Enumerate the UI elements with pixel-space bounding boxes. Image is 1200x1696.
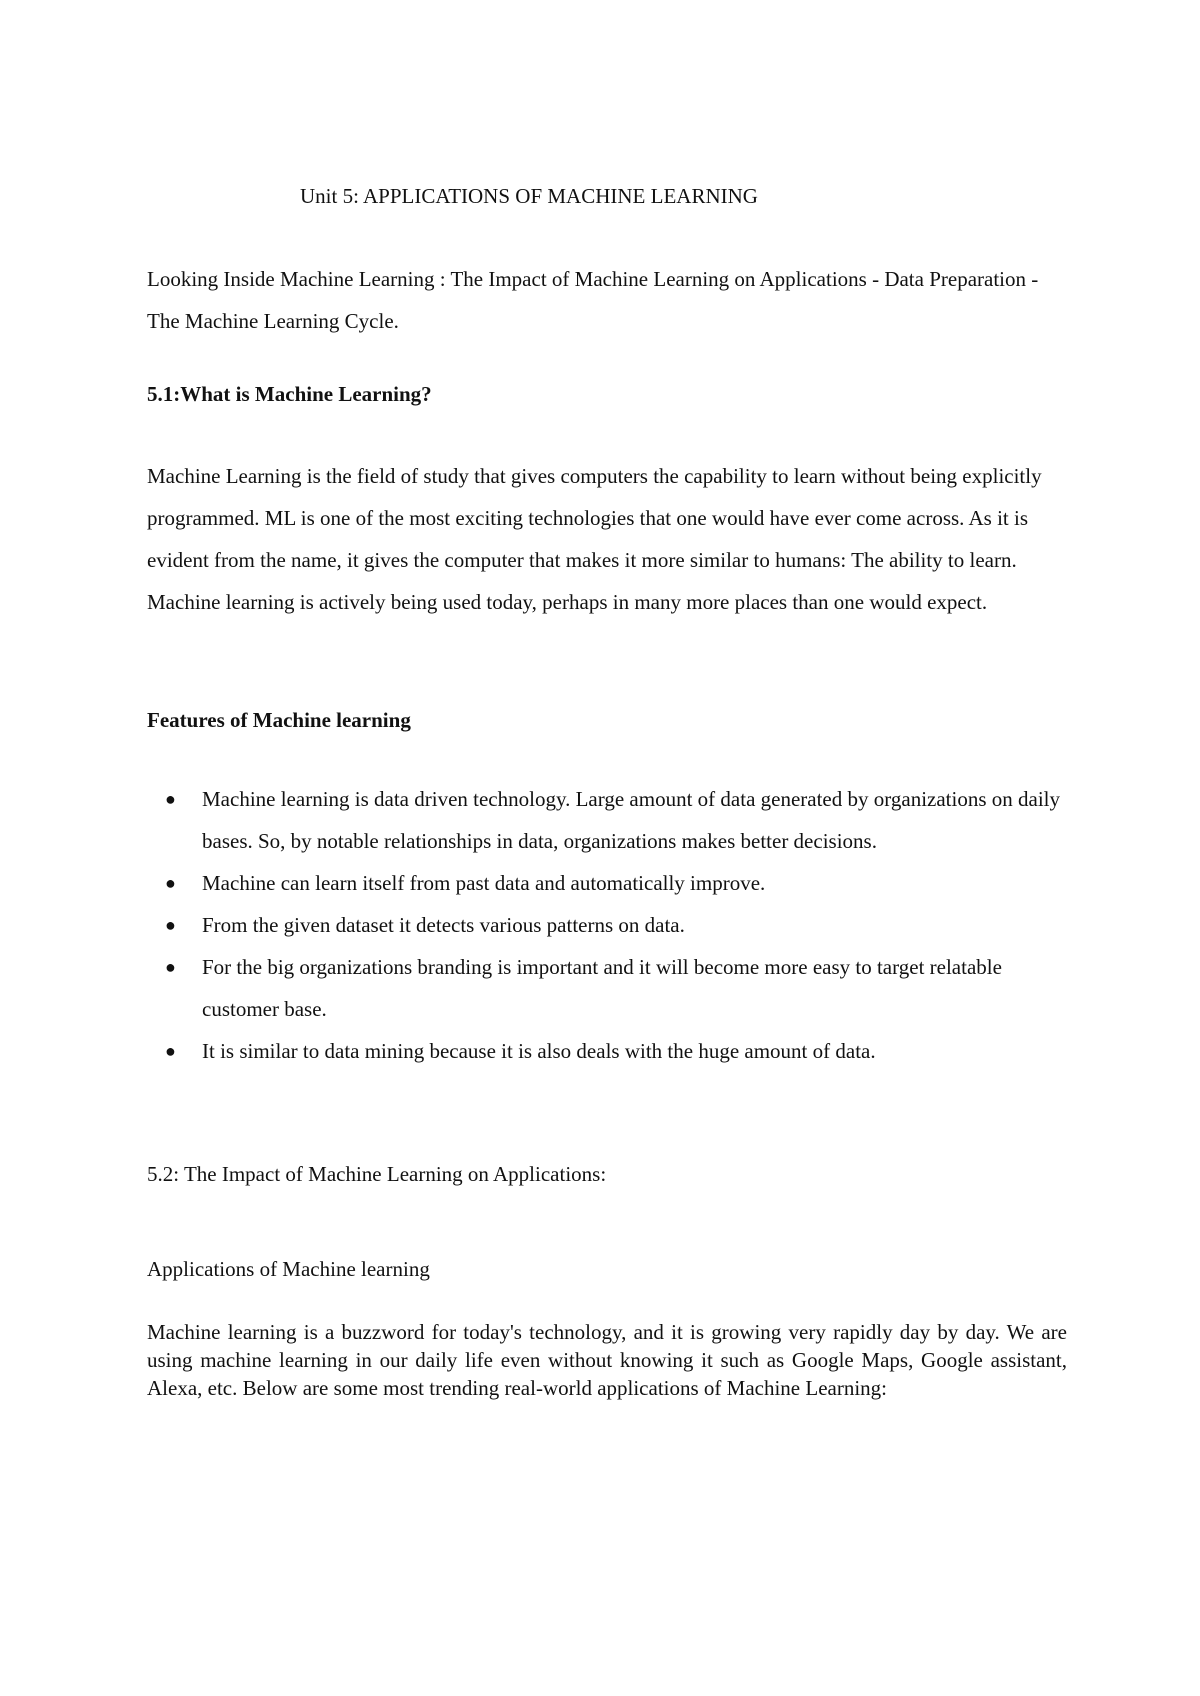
- bullet-icon: ●: [165, 1041, 176, 1061]
- features-heading: Features of Machine learning: [147, 708, 411, 732]
- bullet-icon: ●: [165, 957, 176, 977]
- list-item-text: Machine learning is data driven technology. Large amount of data generated by organizations on daily bases. So, by notable relationships in data, organizations makes better decisions.: [202, 787, 1060, 853]
- bullet-icon: ●: [165, 789, 176, 809]
- unit-title: Unit 5: APPLICATIONS OF MACHINE LEARNING: [300, 184, 758, 208]
- list-item: [147, 904, 1067, 946]
- section-5-1-paragraph: Machine Learning is the field of study that gives computers the capability to learn without being explicitly programmed. ML is one of the most exciting technologies that one would have ever come across. As it is evident from the name, it gives the computer that makes it more similar to humans: The ability to learn. Machine learning is actively being used today, perhaps in many more places than one would expect.: [147, 464, 1042, 614]
- section-5-2-heading: 5.2: The Impact of Machine Learning on Applications:: [147, 1162, 607, 1186]
- features-list: [147, 778, 1067, 1072]
- list-item-text: For the big organizations branding is important and it will become more easy to target relatable customer base.: [202, 955, 1002, 1021]
- list-item-text: From the given dataset it detects various patterns on data.: [202, 913, 685, 937]
- list-item: [147, 1030, 1067, 1072]
- list-item: [147, 778, 1067, 862]
- intro-paragraph: Looking Inside Machine Learning : The Impact of Machine Learning on Applications - Data Preparation -The Machine Learning Cycle.: [147, 267, 1039, 333]
- applications-subheading: Applications of Machine learning: [147, 1257, 430, 1281]
- bullet-icon: ●: [165, 873, 176, 893]
- list-item: [147, 862, 1067, 904]
- list-item-text: It is similar to data mining because it is also deals with the huge amount of data.: [202, 1039, 876, 1063]
- applications-paragraph: Machine learning is a buzzword for today's technology, and it is growing very rapidly day by day. We are using machine learning in our daily life even without knowing it such as Google Maps, Google assistant, Alexa, etc. Below are some most trending real-world applications of Machine Learning:: [147, 1320, 1067, 1400]
- list-item: [147, 946, 1067, 1030]
- list-item-text: Machine can learn itself from past data and automatically improve.: [202, 871, 766, 895]
- bullet-icon: ●: [165, 915, 176, 935]
- section-5-1-heading: 5.1:What is Machine Learning?: [147, 382, 432, 406]
